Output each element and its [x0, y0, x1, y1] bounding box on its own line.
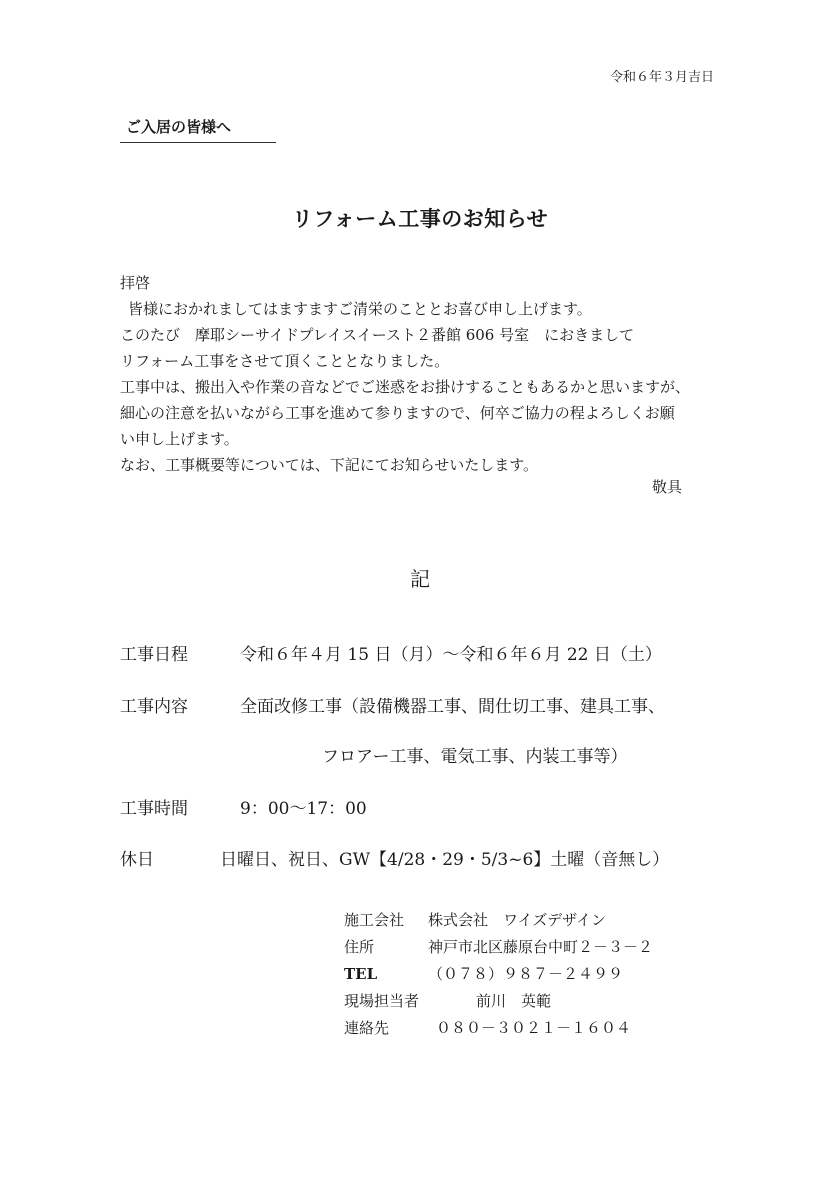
- closing-word: 敬具: [652, 478, 683, 496]
- tel-value: （０７８）９８７－２４９９: [428, 965, 624, 983]
- manager-value: 前川 英範: [476, 992, 552, 1010]
- holiday-row: [120, 845, 760, 869]
- manager-label: 現場担当者: [344, 992, 420, 1010]
- hours-label: 工事時間: [120, 799, 188, 819]
- body-line-4: 工事中は、搬出入や作業の音などでご迷惑をお掛けすることもあるかと思いますが、: [120, 378, 691, 396]
- issue-date: 令和６年３月吉日: [610, 70, 715, 85]
- tel-row: [344, 961, 724, 988]
- contact-value: ０８０－３０２１－１６０４: [436, 1019, 632, 1037]
- content-value-1: 全面改修工事（設備機器工事、間仕切工事、建具工事、: [240, 697, 665, 717]
- schedule-row: [120, 640, 760, 664]
- letter-body: [120, 270, 690, 478]
- schedule-value: 令和６年４月 15 日（月）～令和６年６月 22 日（土）: [240, 645, 662, 665]
- content-label: 工事内容: [120, 697, 188, 717]
- body-line-3: リフォーム工事をさせて頂くこととなりました。: [120, 352, 450, 370]
- hours-value: 9：00～17：00: [240, 799, 367, 819]
- body-line-6: い申し上げます。: [120, 430, 239, 448]
- recipient-line: ご入居の皆様へ: [120, 116, 276, 143]
- company-label: 施工会社: [344, 911, 405, 929]
- tel-label: TEL: [344, 965, 378, 983]
- address-value: 神戸市北区藤原台中町２－３－２: [428, 938, 654, 956]
- company-value: 株式会社 ワイズデザイン: [428, 911, 607, 929]
- body-line-2: このたび 摩耶シーサイドプレイスイースト２番館 606 号室 におきまして: [120, 326, 635, 344]
- address-row: [344, 934, 724, 961]
- content-row-2: [120, 742, 760, 766]
- content-row: [120, 692, 760, 716]
- contact-row: [344, 1015, 724, 1042]
- greeting: 拝啓: [120, 274, 151, 292]
- company-info: [344, 907, 724, 1042]
- manager-row: [344, 988, 724, 1015]
- body-line-1: 皆様におかれましてはますますご清栄のこととお喜び申し上げます。: [128, 300, 592, 318]
- body-line-5: 細心の注意を払いながら工事を進めて参りますので、何卒ご協力の程よろしくお願: [120, 404, 675, 422]
- hours-row: [120, 794, 760, 818]
- holiday-label: 休日: [120, 850, 154, 870]
- address-label: 住所: [344, 938, 375, 956]
- holiday-value: 日曜日、祝日、GW【4/28・29・5/3~6】土曜（音無し）: [220, 850, 670, 870]
- schedule-label: 工事日程: [120, 645, 188, 665]
- content-value-2: フロアー工事、電気工事、内装工事等）: [322, 747, 628, 767]
- body-line-7: なお、工事概要等については、下記にてお知らせいたします。: [120, 456, 539, 474]
- ki-heading: 記: [410, 567, 430, 591]
- page-title: リフォーム工事のお知らせ: [291, 206, 549, 231]
- company-row: [344, 907, 724, 934]
- contact-label: 連絡先: [344, 1019, 390, 1037]
